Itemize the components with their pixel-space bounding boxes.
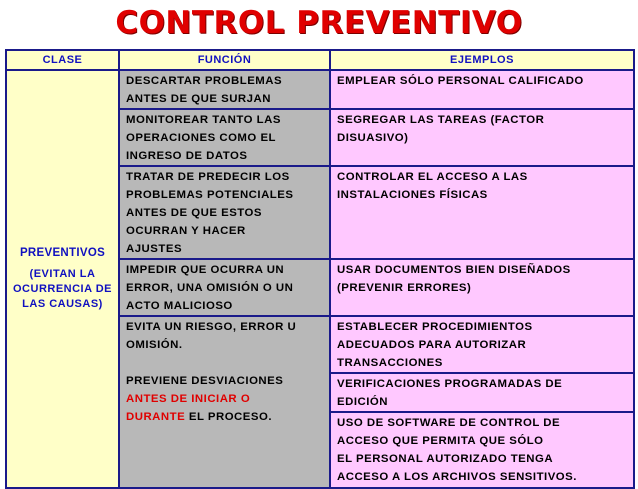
- funcion-line: PROBLEMAS POTENCIALES: [126, 189, 294, 201]
- funcion-cell: [119, 166, 330, 259]
- funcion-cell: [119, 70, 330, 109]
- page-title: CONTROL PREVENTIVO: [115, 5, 523, 41]
- funcion-line-highlight: ANTES DE INICIAR O: [126, 393, 251, 405]
- ejemplo-line: EMPLEAR SÓLO PERSONAL CALIFICADO: [337, 75, 584, 87]
- funcion-line: OCURRAN Y HACER: [126, 225, 246, 237]
- funcion-line: ANTES DE QUE ESTOS: [126, 207, 263, 219]
- funcion-line: ACTO MALICIOSO: [126, 300, 233, 312]
- funcion-line: EVITA UN RIESGO, ERROR U: [126, 321, 297, 333]
- ejemplo-line: ADECUADOS PARA AUTORIZAR: [337, 339, 527, 351]
- ejemplo-line: INSTALACIONES FÍSICAS: [337, 189, 488, 201]
- ejemplo-line: SEGREGAR LAS TAREAS (FACTOR: [337, 114, 545, 126]
- clase-name: PREVENTIVOS: [19, 247, 106, 259]
- ejemplo-line: ESTABLECER PROCEDIMIENTOS: [337, 321, 533, 333]
- funcion-line: INGRESO DE DATOS: [126, 150, 248, 162]
- funcion-cell: [119, 316, 330, 488]
- funcion-line: ANTES DE QUE SURJAN: [126, 93, 271, 105]
- ejemplo-cell: [330, 70, 634, 109]
- ejemplo-line: VERIFICACIONES PROGRAMADAS DE: [337, 378, 563, 390]
- funcion-line: DESCARTAR PROBLEMAS: [126, 75, 283, 87]
- control-table: [5, 49, 635, 489]
- ejemplo-cell: [330, 412, 634, 488]
- ejemplo-line: (PREVENIR ERRORES): [337, 282, 472, 294]
- ejemplo-cell: [330, 373, 634, 412]
- table-row: [6, 70, 634, 109]
- ejemplo-line: ACCESO QUE PERMITA QUE SÓLO: [337, 435, 544, 447]
- clase-note-line: (EVITAN LA: [29, 268, 96, 280]
- funcion-line: ERROR, UNA OMISIÓN O UN: [126, 282, 294, 294]
- funcion-line: TRATAR DE PREDECIR LOS: [126, 171, 290, 183]
- ejemplo-cell: [330, 166, 634, 259]
- ejemplo-line: USAR DOCUMENTOS BIEN DISEÑADOS: [337, 264, 571, 276]
- funcion-line: IMPEDIR QUE OCURRA UN: [126, 264, 285, 276]
- funcion-line: OPERACIONES COMO EL: [126, 132, 276, 144]
- clase-cell: [6, 70, 119, 488]
- funcion-line: EL PROCESO.: [185, 411, 272, 423]
- funcion-line: PREVIENE DESVIACIONES: [126, 375, 284, 387]
- funcion-cell: [119, 259, 330, 316]
- header-ejemplos: EJEMPLOS: [330, 50, 634, 70]
- clase-note-line: OCURRENCIA DE: [13, 283, 112, 295]
- ejemplo-cell: [330, 316, 634, 373]
- ejemplo-line: DISUASIVO): [337, 132, 409, 144]
- header-funcion: FUNCIÓN: [119, 50, 330, 70]
- funcion-cell: [119, 109, 330, 166]
- ejemplo-line: CONTROLAR EL ACCESO A LAS: [337, 171, 528, 183]
- header-clase: CLASE: [6, 50, 119, 70]
- ejemplo-line: EDICIÓN: [337, 396, 388, 408]
- ejemplo-line: ACCESO A LOS ARCHIVOS SENSITIVOS.: [337, 471, 577, 483]
- funcion-line: OMISIÓN.: [126, 339, 183, 351]
- ejemplo-line: EL PERSONAL AUTORIZADO TENGA: [337, 453, 554, 465]
- ejemplo-cell: [330, 259, 634, 316]
- header-row: [6, 50, 634, 70]
- funcion-line-highlight: DURANTE: [126, 411, 186, 423]
- ejemplo-cell: [330, 109, 634, 166]
- ejemplo-line: TRANSACCIONES: [337, 357, 443, 369]
- funcion-line: MONITOREAR TANTO LAS: [126, 114, 281, 126]
- clase-note-line: LAS CAUSAS): [22, 298, 103, 310]
- ejemplo-line: USO DE SOFTWARE DE CONTROL DE: [337, 417, 561, 429]
- funcion-line: AJUSTES: [126, 243, 183, 255]
